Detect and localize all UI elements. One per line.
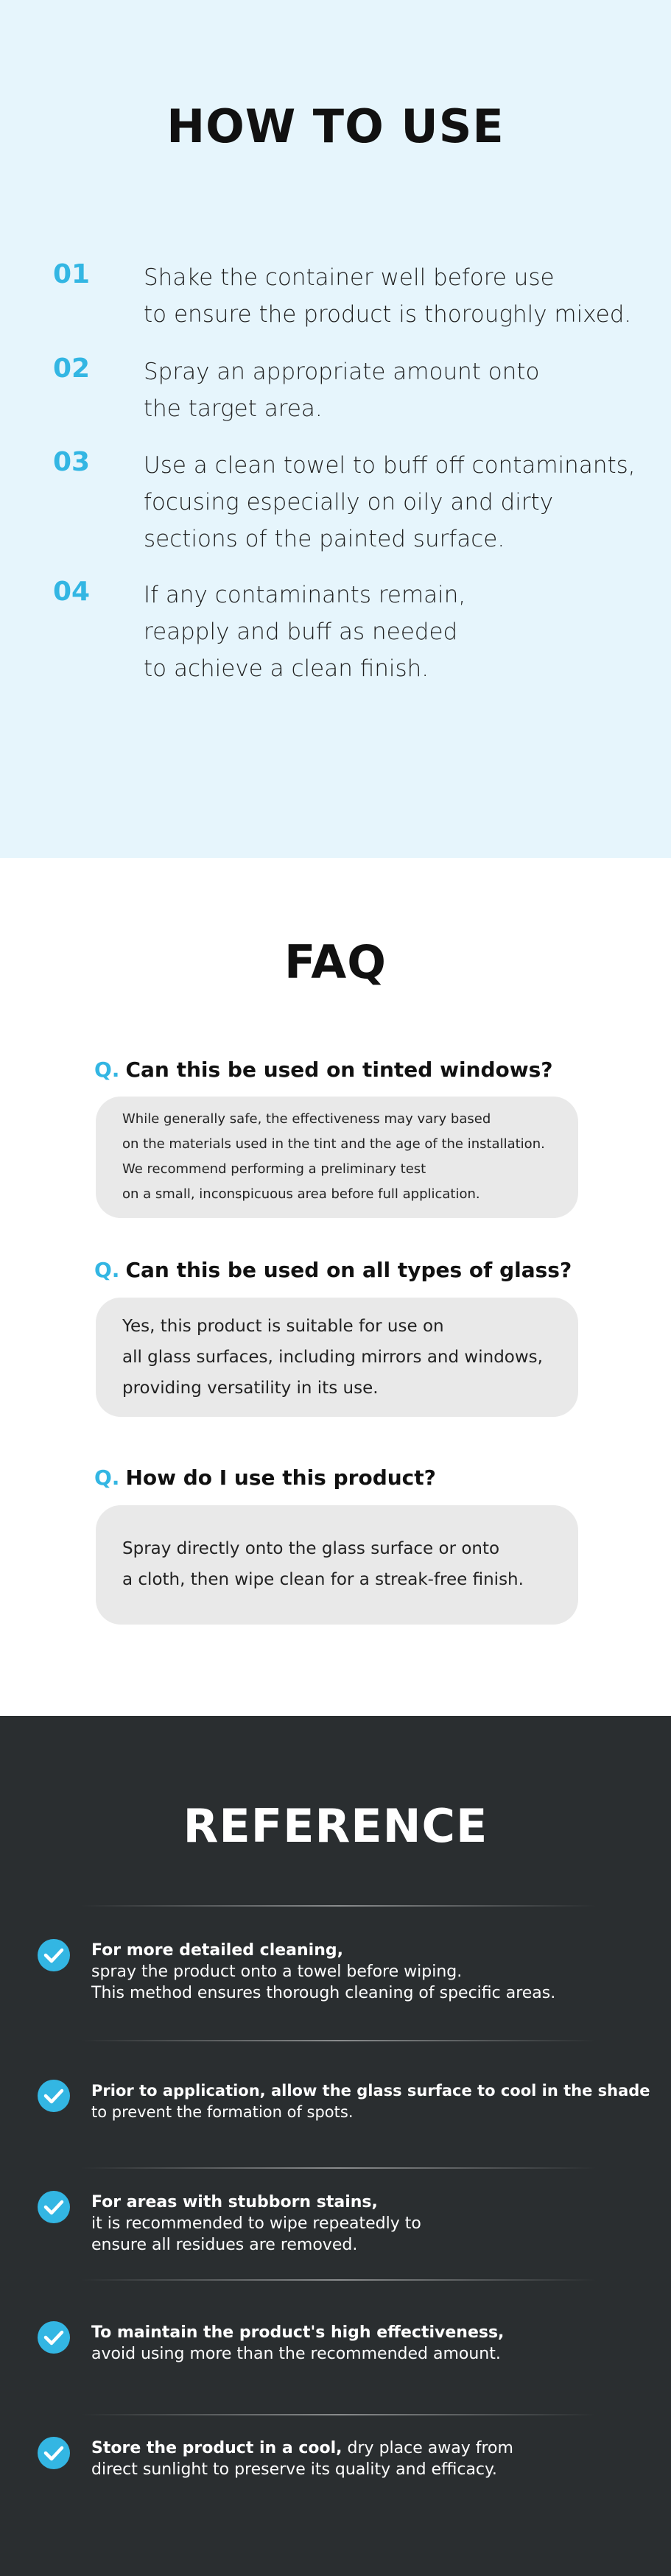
question-marker: Q.	[94, 1058, 120, 1082]
divider	[81, 2040, 597, 2041]
faq-question: Q. Can this be used on all types of glass?	[94, 1258, 572, 1282]
question-marker: Q.	[94, 1465, 120, 1490]
faq-title: FAQ	[284, 935, 387, 989]
faq-answer-box	[96, 1298, 578, 1417]
step-text: Use a clean towel to buff off contaminants, focusing especially on oily and dirty sections of the painted surface.	[144, 452, 636, 552]
check-circle-icon	[37, 2079, 71, 2113]
question-marker: Q.	[94, 1258, 120, 1282]
faq-answer: Spray directly onto the glass surface or onto a cloth, then wipe clean for a streak-free finish.	[122, 1539, 524, 1589]
step-text: Spray an appropriate amount onto the target area.	[144, 359, 540, 422]
divider	[81, 1905, 597, 1907]
step-number: 04	[53, 577, 91, 607]
divider	[81, 2167, 597, 2169]
step-number: 01	[53, 259, 91, 289]
step-number: 02	[53, 353, 91, 384]
step-text: Shake the container well before use to ensure the product is thoroughly mixed.	[144, 264, 632, 328]
check-circle-icon	[37, 2436, 71, 2470]
check-circle-icon	[37, 1938, 71, 1972]
faq-answer-box	[96, 1097, 578, 1218]
reference-title: REFERENCE	[183, 1799, 488, 1853]
reference-text: Store the product in a cool, dry place away from direct sunlight to preserve its quality and efficacy.	[91, 2439, 513, 2479]
how-to-use-title: HOW TO USE	[166, 99, 505, 153]
divider	[81, 2414, 597, 2415]
reference-text: To maintain the product's high effectiveness, avoid using more than the recommended amount.	[91, 2323, 505, 2363]
reference-text: For areas with stubborn stains, it is recommended to wipe repeatedly to ensure all residues are removed.	[91, 2193, 421, 2254]
check-circle-icon	[37, 2190, 71, 2224]
reference-text: Prior to application, allow the glass surface to cool in the shade to prevent the formation of spots.	[91, 2082, 650, 2121]
faq-answer-box	[96, 1505, 578, 1625]
faq-answer: Yes, this product is suitable for use on all glass surfaces, including mirrors and windows, providing versatility in its use.	[122, 1317, 543, 1398]
reference-text: For more detailed cleaning, spray the product onto a towel before wiping. This method ensures thorough cleaning of specific areas.	[91, 1941, 556, 2002]
step-text: If any contaminants remain, reapply and buff as needed to achieve a clean finish.	[144, 582, 466, 682]
check-circle-icon	[37, 2320, 71, 2354]
divider	[81, 2279, 597, 2281]
faq-question: Q. How do I use this product?	[94, 1465, 436, 1490]
step-number: 03	[53, 447, 91, 477]
faq-answer: While generally safe, the effectiveness may vary based on the materials used in the tint and the age of the installation. We recommend performing a preliminary test on a small, inconspicuous area before full application.	[122, 1111, 545, 1202]
faq-question: Q. Can this be used on tinted windows?	[94, 1058, 553, 1082]
